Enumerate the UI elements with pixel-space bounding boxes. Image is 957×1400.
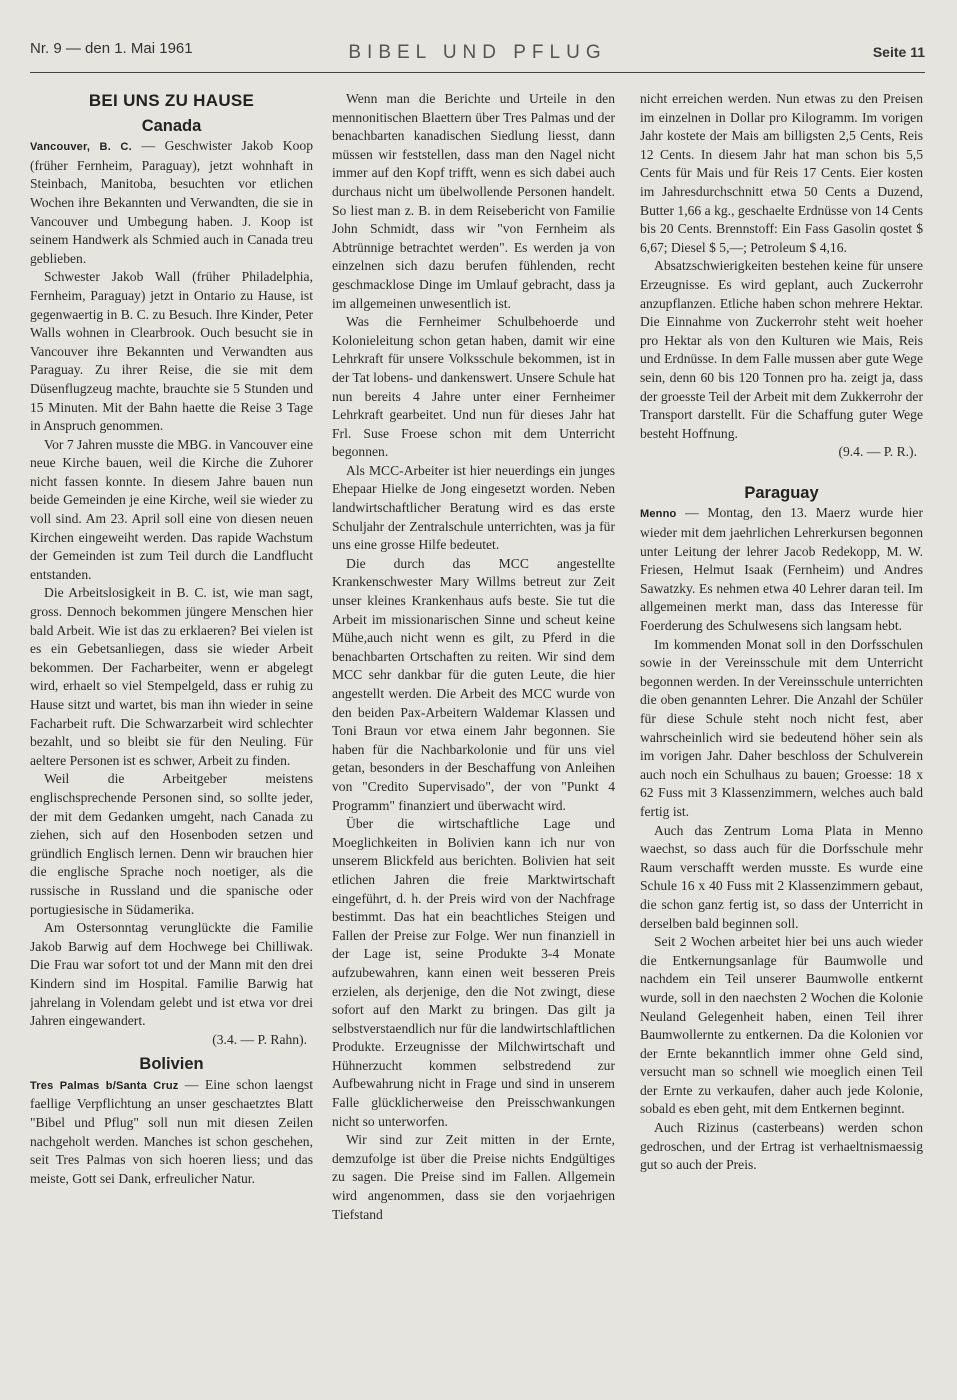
bolivien-paragraph-8: nicht erreichen werden. Nun etwas zu den Preisen im einzelnen in Dollar pro Kilogramm. Im vorigen Jahr kostete der Mais am billigsten 2,5 Cents, Reis 12 Cents. In diesem Jahr hat man schon bis 5,5 Cents für Mais und für Reis 17 Cents. Eier kosten im Jahresdurchschnitt etwa 50 Cents a Duzend, Butter 1,66 a kg., geschaelte Erdnüsse von 14 Cents bis 20 Cents. Brennstoff: Ein Fass Gasolin qostet $ 6,67; Diesel $ 5,—; Petroleum $ 4,16. (640, 91, 923, 255)
masthead: BIBEL UND PFLUG (348, 42, 607, 63)
place-vancouver: Vancouver, B. C. (30, 141, 132, 154)
place-menno: Menno (640, 508, 677, 521)
bolivien-paragraph-4: Als MCC-Arbeiter ist hier neuerdings ein junges Ehepaar Hielke de Jong eingesetzt worden. Neben landwirtschaftlicher Beratung wird es das erste Schuljahr der Zentralschule unterrichten, was ja für uns eine grosse Hilfe bedeutet. (332, 462, 615, 553)
canada-paragraph-3: Vor 7 Jahren musste die MBG. in Vancouver eine neue Kirche bauen, weil die Kirche die Zuhorer nicht fassen konnte. In diesem Jahre bauen nun beide Gemeinden je eine Kirche, weil sie wieder zu voll sind. Am 23. April soll eine von diesen neuen Kirchen eingeweiht werden. Das rapide Wachstum der Gemeinden ist zum Teil durch die Landflucht entstanden. (30, 436, 313, 582)
column-1 (30, 90, 313, 1380)
bolivien-signature: (9.4. — P. R.). (838, 444, 917, 460)
bolivien-paragraph-9: Absatzschwierigkeiten bestehen keine für unsere Erzeugnisse. Es wird geplant, auch Zuckerrohr anzupflanzen. Etliche haben schon mehrere Hektar. Die Einnahme von Zuckerrohr steht weit hoeher pro Hektar als von den Kulturen wie Mais, Reis und Erdnüsse. In dem Falle mussen aber gute Wege sein, denn 60 bis 120 Tonnen pro ha. zeigt ja, dass der groesste Teil der Arbeit mit dem Zukkerrohr der Transport darstellt. Für die Schaffung guter Wege besteht Hoffnung. (640, 258, 923, 441)
heading-bolivien: Bolivien (139, 1055, 204, 1074)
bolivien-paragraph-1: Tres Palmas b/Santa Cruz — Eine schon laengst faellige Verpflichtung an unser geschaetztes Blatt "Bibel und Pflug" soll nun mit diesen Zeilen nachgeholt werden. Manches ist schon geschehen, seit Tres Palmas von sich hoeren liess; und das meiste, Gott sei Dank, erfreulicher Natur. (30, 1076, 313, 1186)
paraguay-paragraph-5: Auch Rizinus (casterbeans) werden schon gedroschen, und der Ertrag ist verhaeltnismaessig gut so auch der Preis. (640, 1120, 923, 1173)
bolivien-paragraph-7: Wir sind zur Zeit mitten in der Ernte, demzufolge ist über die Preise nichts Endgültiges zu sagen. Die Preise sind im Fallen. Allgemein wird angenommen, dass sie den vorjaehrigen Tiefstand (332, 1132, 615, 1222)
page-number: Seite 11 (872, 44, 925, 60)
heading-canada: Canada (141, 116, 202, 135)
page-header (30, 40, 925, 73)
canada-paragraph-4: Die Arbeitslosigkeit in B. C. ist, wie man sagt, gross. Dennoch bekommen jüngere Menschen hier bald Arbeit. Wie ist das zu erklaeren? Bei vielen ist es ein Gebetsanliegen, dass sie wieder Arbeit bekommen. Der Facharbeiter, wenn er abgelegt wird, erhaelt so viel Stempelgeld, dass er ruhig zu Hause sitzt und wartet, bis man ihn wieder in seine Facharbeit ruft. Die Schwarzarbeit wird schlechter bezahlt, und so bleibt sie für den Neuling. Für aeltere Personen ist es schwer, Arbeit zu finden. (30, 585, 313, 768)
bolivien-paragraph-6: Über die wirtschaftliche Lage und Moeglichkeiten in Bolivien kann ich nur von unserem Blickfeld aus berichten. Bolivien hat seit etlichen Jahren die freie Marktwirtschaft eingeführt, d. h. der Preis wird von der Nachfrage bestimmt. Das hat ein beachtliches Steigen und Fallen der Preise zur Folge. Wer nun finanziell in der Lage ist, seine Produkte 3-4 Monate aufzubewahren, kann einen weit besseren Preis erzielen, als derjenige, den die Not zwingt, diese sofort auf den Markt zu bringen. Das gilt ja selbstverstaendlich nur für die landwirtschlaftlichen Produkte. Erzeugnisse der Milchwirtschaft und Hühnerzucht kommen selbstredend zur Aufbewahrung nicht in Frage und sind in unserem Falle glücklicherweise den Preisschwankungen nicht so unterworfen. (332, 816, 615, 1129)
bolivien-paragraph-3: Was die Fernheimer Schulbehoerde und Kolonieleitung schon getan haben, damit wir eine Lehrkraft für unsere Volksschule bekommen, ist in der Tat lobens- und dankenswert. Unsere Schule hat nun bereits 4 Jahre unter einer Fernheimer Lehrkraft gearbeitet. Und nun für dieses Jahr hat Frl. Suse Froese schon mit dem Unterricht begonnen. (332, 314, 615, 460)
issue-line: Nr. 9 — den 1. Mai 1961 (30, 40, 193, 57)
column-3 (640, 90, 923, 1380)
canada-paragraph-5: Weil die Arbeitgeber meistens englischsprechende Personen sind, so sollte jeder, der mit dem Gedanken umgeht, nach Canada zu ziehen, sich auf den Hosenboden setzen und gründlich Englisch lernen. Denn wir brauchen hier die englische Sprache noch noetiger, als die russische in Russland und die spanische oder portugiesische in Südamerika. (30, 771, 313, 917)
paraguay-paragraph-2: Im kommenden Monat soll in den Dorfsschulen sowie in der Vereinsschule mit dem Unterricht begonnen werden. In der Vereinsschule unterrichten die oben genannten Lehrer. Die Anzahl der Schüler für diese Schule steht noch nicht fest, aber wahrscheinlich wird sie bedeutend höher sein als im vorigen Jahr. Daher beschloss der Schulverein auch noch ein Schulhaus zu bauen; Groesse: 18 x 62 Fuss mit 3 Klassenzimmern, welches auch bald fertig ist. (640, 636, 923, 819)
paraguay-paragraph-1: Menno — Montag, den 13. Maerz wurde hier wieder mit dem jaehrlichen Lehrerkursen begonnen unter Leitung der lehrer Jacob Redekopp, M. W. Friesen, Helmut Isaak (Fernheim) und Andres Sawatzky. Es nehmen etwa 40 Lehrer daran teil. Im allgemeinen merkt man, dass das Interesse für Foerderung des Schulwesens sich langsam hebt. (640, 505, 923, 634)
canada-paragraph-6: Am Ostersonntag verunglückte die Familie Jakob Barwig auf dem Hochwege bei Chilliwak. Die Frau war sofort tot und der Mann mit den drei Kindern sind im Hospital. Familie Barwig hat jahrelang in Volendam gelebt und ist etwa vor drei Jahren eingewandert. (30, 920, 313, 1029)
canada-signature: (3.4. — P. Rahn). (212, 1031, 307, 1047)
canada-paragraph-2: Schwester Jakob Wall (früher Philadelphia, Fernheim, Paraguay) jetzt in Ontario zu Hause, ist gegenwaertig in B. C. zu Besuch. Ihre Kinder, Peter Walls wohnen in Clearbrook. Ouch besucht sie in Vancouver ihre Bekannten und Verwandten aus Paraguay. Zu ihrer Reise, die sie mit dem Düsenflugzeug machte, brauchte sie 5 Stunden und 15 Minuten. Mit der Bahn haette die Reise 3 Tage in Anspruch genommen. (30, 269, 313, 434)
bolivien-paragraph-5: Die durch das MCC angestellte Krankenschwester Mary Willms betreut zur Zeit unser kleines Krankenhaus aufs beste. Sie tut die Arbeit im missionarischen Sinne und scheut keine Mühe,auch nicht wenn es gilt, zu Pferd in die benachbarten Ortschaften zu reiten. Wir sind dem MCC sehr dankbar für die guten Leute, die hier angestellt werden. Die Arbeit des MCC wurde von den beiden Pax-Arbeitern Waldemar Klassen und Toni Braun vor etwa einem Jahr begonnen. Sie haben für die Nachbarkolonie und für uns viel getan, besonders in der Beschaffung von Anleihen von "Credito Supervisado", der von "Punkt 4 Programm" finanziert und überwacht wird. (332, 555, 615, 813)
paraguay-paragraph-4: Seit 2 Wochen arbeitet hier bei uns auch wieder die Entkernungsanlage für Baumwolle und nachdem ein Teil unserer Baumwolle entkernt wurde, soll in den naechsten 2 Wochen die Kolonie Neuland Gelegenheit haben, einen Teil ihrer Baumwollernte zu entkernen. Da die Kolonien vor der Ernte bekanntlich immer ohne Geld sind, versucht man so schnell wie moeglich einen Teil der Ernte zu verkaufen, daher auch jede Kolonie, sobald es eben geht, mit dem Entkernen beginnt. (640, 934, 923, 1117)
column-2 (332, 90, 615, 1380)
bolivien-paragraph-2: Wenn man die Berichte und Urteile in den mennonitischen Blaettern über Tres Palmas und der benachbarten kanadischen Siedlung liesst, dann müssen wir feststellen, dass man den Nagel nicht immer auf den Kopf trifft, wenn es sich dabei auch durchaus nicht um übelwollende Personen handelt. So liest man z. B. in dem Reisebericht von Familie John Schmidt, dass wir "von Fernheim als Abtrünnige betrachtet werden". Es werden ja von einzelnen sich dazu berufen fühlenden, recht geschmacklose Dinge im Umlauf gebracht, dass ja im allgemeinen unwesentlich ist. (332, 91, 615, 311)
heading-paraguay: Paraguay (744, 483, 819, 502)
section-title: BEI UNS ZU HAUSE (88, 91, 255, 110)
place-tres-palmas: Tres Palmas b/Santa Cruz (30, 1079, 179, 1092)
paraguay-paragraph-3: Auch das Zentrum Loma Plata in Menno waechst, so dass auch für die Dorfsschule mehr Raum verschafft werden musste. Es wurde eine Schule 16 x 40 Fuss mit 2 Klassenzimmern gebaut, die schon ganz fertig ist, so dass der Unterricht in derselben bald beginnen soll. (640, 822, 923, 931)
canada-paragraph-1: Vancouver, B. C. — Geschwister Jakob Koop (früher Fernheim, Paraguay), jetzt wohnhaft in Steinbach, Manitoba, besuchten vor etlichen Wochen ihre Bekannten und Verwandten, die sie in Vancouver und Umbegung haben. J. Koop ist seinem Handwerk als Schmied auch in Canada treu geblieben. (30, 138, 313, 266)
